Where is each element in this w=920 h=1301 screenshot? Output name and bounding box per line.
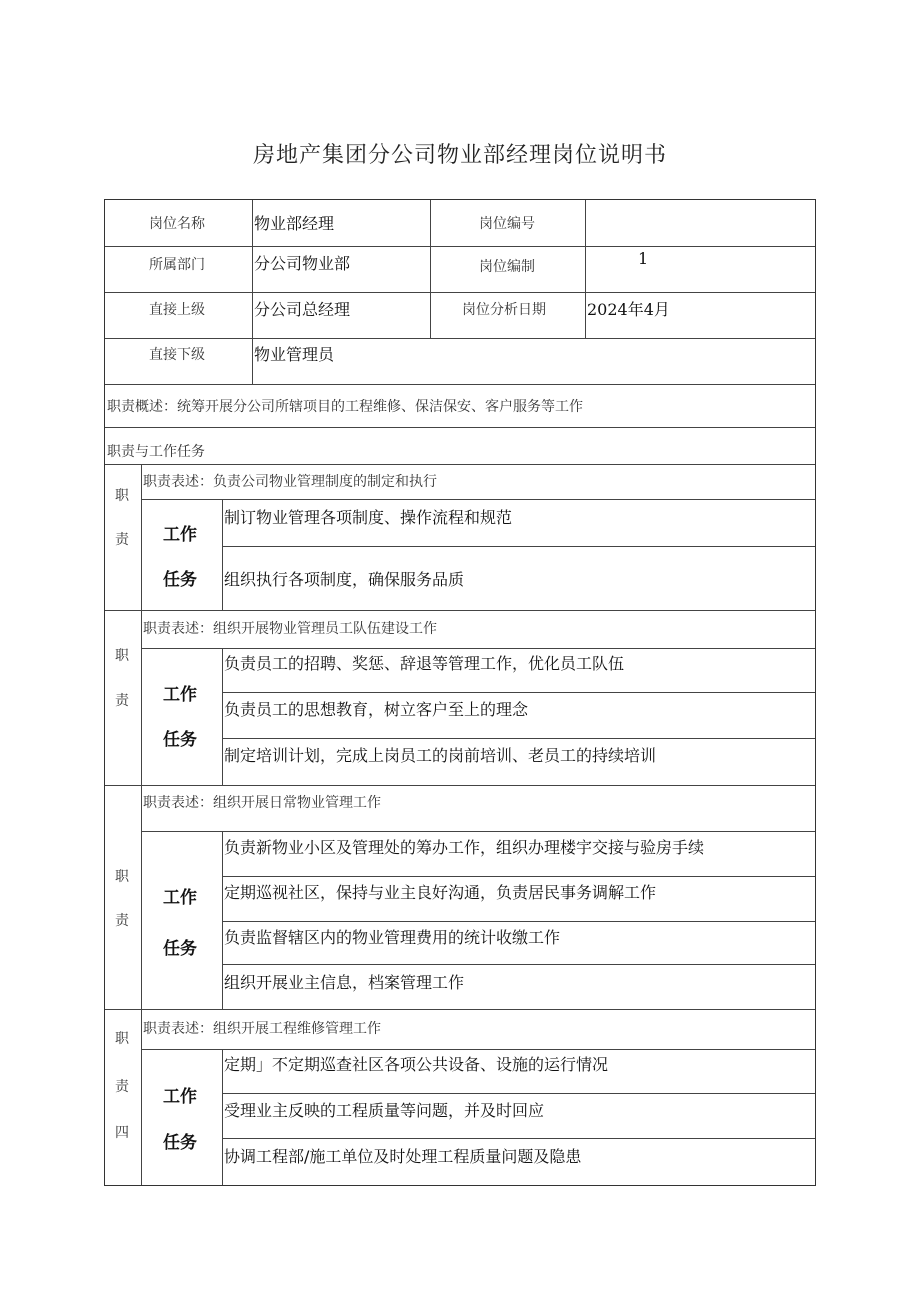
dept-label: 所属部门 [149,257,205,273]
task-item: 定期巡视社区，保持与业主良好沟通，负责居民事务调解工作 [224,883,657,902]
col-divider [222,1049,223,1185]
duty-desc: 职责表述：组织开展物业管理员工队伍建设工作 [143,621,437,637]
task-item: 制订物业管理各项制度、操作流程和规范 [224,508,513,527]
row-divider [141,499,815,500]
row-divider [222,921,815,922]
task-item: 受理业主反映的工程质量等问题，并及时回应 [224,1101,545,1120]
task-item: 组织执行各项制度，确保服务品质 [224,570,465,589]
duty-side-char: 责 [115,913,129,929]
row-divider [105,292,815,293]
row-divider [105,246,815,247]
headcount-value: 1 [638,249,649,268]
duty-side-char: 职 [115,1031,129,1047]
row-divider [222,692,815,693]
duty-desc: 职责表述：负责公司物业管理制度的制定和执行 [143,474,437,490]
row-divider [222,964,815,965]
col-divider [585,200,586,338]
headcount-label: 岗位编制 [479,259,535,275]
row-divider [141,1049,815,1050]
col-divider [430,200,431,338]
position-name-label: 岗位名称 [149,216,205,232]
superior-value: 分公司总经理 [254,300,351,319]
task-label: 任务 [163,939,197,959]
analysis-date-value: 2024年4月 [587,300,670,319]
task-label: 任务 [163,1133,197,1153]
job-description-table [104,199,816,1186]
col-divider [252,338,253,384]
position-name-value: 物业部经理 [254,214,335,233]
row-divider [105,338,815,339]
overview-text: 职责概述：统筹开展分公司所辖项目的工程维修、保洁保安、客户服务等工作 [107,399,583,415]
duty-desc: 职责表述：组织开展工程维修管理工作 [143,1021,381,1037]
col-divider [252,200,253,338]
dept-value: 分公司物业部 [254,254,351,273]
task-item: 负责监督辖区内的物业管理费用的统计收缴工作 [224,928,561,947]
duty-side-char: 责 [115,532,129,548]
duty-side-char: 职 [115,648,129,664]
task-item: 负责新物业小区及管理处的筹办工作，组织办理楼宇交接与验房手续 [224,838,705,857]
row-divider [105,610,815,611]
duty-side-char: 责 [115,1079,129,1095]
analysis-date-label: 岗位分析日期 [462,302,546,318]
row-divider [105,384,815,385]
superior-label: 直接上级 [149,302,205,318]
section-header: 职责与工作任务 [107,444,205,460]
task-label: 工作 [163,685,197,705]
row-divider [105,1009,815,1010]
row-divider [222,738,815,739]
task-item: 制定培训计划，完成上岗员工的岗前培训、老员工的持续培训 [224,746,657,765]
task-item: 定期」不定期巡查社区各项公共设备、设施的运行情况 [224,1055,609,1074]
task-item: 协调工程部/施工单位及时处理工程质量问题及隐患 [224,1147,582,1166]
duty-side-char: 责 [115,693,129,709]
task-item: 负责员工的招聘、奖惩、辞退等管理工作，优化员工队伍 [224,654,625,673]
duty-side-char: 职 [115,869,129,885]
task-label: 任务 [163,730,197,750]
row-divider [222,546,815,547]
duty-side-char: 职 [115,488,129,504]
task-item: 负责员工的思想教育，树立客户至上的理念 [224,700,529,719]
row-divider [222,1093,815,1094]
col-divider [141,464,142,1185]
duty-desc: 职责表述：组织开展日常物业管理工作 [143,795,381,811]
page-title: 房地产集团分公司物业部经理岗位说明书 [252,143,667,168]
position-no-label: 岗位编号 [479,216,535,232]
row-divider [141,648,815,649]
row-divider [105,464,815,465]
row-divider [141,831,815,832]
duty-side-char: 四 [115,1125,129,1141]
col-divider [222,831,223,1009]
row-divider [105,785,815,786]
task-label: 工作 [163,525,197,545]
task-item: 组织开展业主信息，档案管理工作 [224,973,465,992]
task-label: 工作 [163,888,197,908]
task-label: 任务 [163,570,197,590]
row-divider [222,1138,815,1139]
task-label: 工作 [163,1087,197,1107]
col-divider [222,499,223,610]
subordinate-value: 物业管理员 [254,345,335,364]
col-divider [222,648,223,785]
subordinate-label: 直接下级 [149,347,205,363]
row-divider [105,427,815,428]
row-divider [222,876,815,877]
